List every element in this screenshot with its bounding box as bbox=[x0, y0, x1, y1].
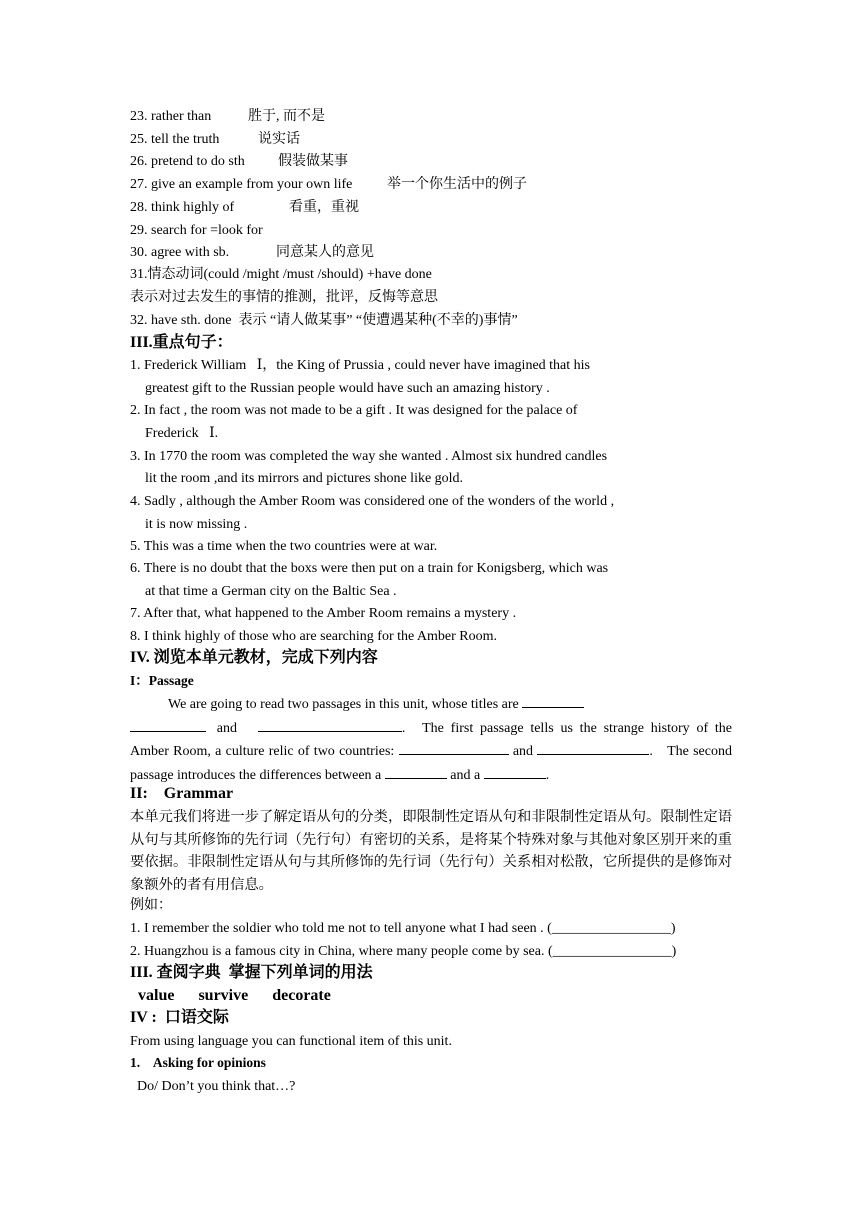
vocab-item-29: 29. search for =look for bbox=[130, 223, 263, 238]
vocab-item-31-note: 表示对过去发生的事情的推测，批评，反悔等意思 bbox=[130, 290, 438, 305]
passage-text-2: The first passage tells us the strange history of the Amber Room, a culture relic of two countries: bbox=[130, 720, 733, 759]
example-2: 2. Huangzhou is a famous city in China, where many people come by sea. (_________________) bbox=[130, 944, 677, 959]
blank-difference-1[interactable] bbox=[385, 764, 447, 779]
example-1: 1. I remember the soldier who told me not to tell anyone what I had seen . (_________________) bbox=[130, 921, 676, 936]
oral-heading: IV : 口语交际 bbox=[130, 1009, 229, 1026]
passage-paragraph: We are going to read two passages in this unit, whose titles are and . The first passage tells us the strange history of the Amber Room, a culture relic of two countries: and . The second passage introduces the differences between a and a . bbox=[130, 693, 732, 787]
passage-and-3: and a bbox=[450, 767, 481, 783]
sentence-2-line-1: 2. In fact , the room was not made to be a gift . It was designed for the palace of bbox=[130, 403, 578, 418]
passage-text-1: We are going to read two passages in this unit, whose titles are bbox=[168, 697, 519, 712]
passage-and-2: and bbox=[512, 744, 534, 759]
blank-title-1-cont[interactable] bbox=[130, 717, 206, 732]
sentence-1-line-2: greatest gift to the Russian people would have such an amazing history . bbox=[145, 381, 550, 396]
oral-item-1-example: Do/ Don’t you think that…? bbox=[130, 1079, 296, 1094]
dictionary-heading: III. 查阅字典 掌握下列单词的用法 bbox=[130, 964, 373, 981]
blank-title-1[interactable] bbox=[522, 693, 584, 708]
section-heading-browse: IV. 浏览本单元教材，完成下列内容 bbox=[130, 649, 378, 666]
grammar-heading: II: Grammar bbox=[130, 785, 234, 802]
blank-country-2[interactable] bbox=[537, 740, 649, 755]
vocab-item-25: 25. tell the truth 说实话 bbox=[130, 132, 300, 147]
passage-text-3: The second passage introduces the differences between a bbox=[130, 744, 732, 783]
dictionary-words: value survive decorate bbox=[130, 987, 331, 1004]
sentence-3-line-1: 3. In 1770 the room was completed the way she wanted . Almost six hundred candles bbox=[130, 449, 608, 464]
oral-item-1: 1. Asking for opinions bbox=[130, 1055, 266, 1070]
passage-heading: I：Passage bbox=[130, 673, 194, 688]
sentence-6-line-2: at that time a German city on the Baltic Sea . bbox=[145, 584, 397, 599]
blank-difference-2[interactable] bbox=[484, 764, 546, 779]
vocab-item-26: 26. pretend to do sth 假装做某事 bbox=[130, 154, 348, 169]
sentence-5: 5. This was a time when the two countries were at war. bbox=[130, 539, 438, 554]
blank-country-1[interactable] bbox=[399, 740, 509, 755]
sentence-4-line-2: it is now missing . bbox=[145, 517, 248, 532]
vocab-item-28: 28. think highly of 看重，重视 bbox=[130, 200, 359, 215]
sentence-6-line-1: 6. There is no doubt that the boxs were then put on a train for Konigsberg, which was bbox=[130, 561, 609, 576]
oral-intro: From using language you can functional item of this unit. bbox=[130, 1034, 452, 1049]
vocab-item-32: 32. have sth. done 表示 “请人做某事” “使遭遇某种(不幸的)事情” bbox=[130, 313, 518, 328]
passage-and-1: and bbox=[216, 720, 238, 736]
sentence-2-line-2: Frederick Ⅰ. bbox=[145, 426, 219, 441]
sentence-8: 8. I think highly of those who are searching for the Amber Room. bbox=[130, 629, 498, 644]
blank-title-2[interactable] bbox=[258, 717, 402, 732]
sentence-7: 7. After that, what happened to the Amber Room remains a mystery . bbox=[130, 606, 517, 621]
vocab-item-23: 23. rather than 胜于, 而不是 bbox=[130, 109, 325, 124]
sentence-3-line-2: lit the room ,and its mirrors and pictures shone like gold. bbox=[145, 471, 464, 486]
grammar-text: 本单元我们将进一步了解定语从句的分类，即限制性定语从句和非限制性定语从句。限制性定语从句与其所修饰的先行词（先行句）有密切的关系，是将某个特殊对象与其他对象区别开来的重要依据。非限制性定语从句与其所修饰的先行词（先行句）关系相对松散，它所提供的是修饰对象额外的者有用信息。 bbox=[130, 809, 732, 893]
sentence-4-line-1: 4. Sadly , although the Amber Room was considered one of the wonders of the world , bbox=[130, 494, 615, 509]
example-label: 例如： bbox=[130, 898, 172, 913]
vocab-item-30: 30. agree with sb. 同意某人的意见 bbox=[130, 245, 374, 260]
vocab-item-27: 27. give an example from your own life 举一个你生活中的例子 bbox=[130, 177, 527, 192]
vocab-item-31: 31.情态动词(could /might /must /should) +have done bbox=[130, 267, 432, 282]
sentence-1-line-1: 1. Frederick William Ⅰ，the King of Prussia , could never have imagined that his bbox=[130, 358, 590, 373]
section-heading-key-sentences: III.重点句子： bbox=[130, 334, 233, 351]
